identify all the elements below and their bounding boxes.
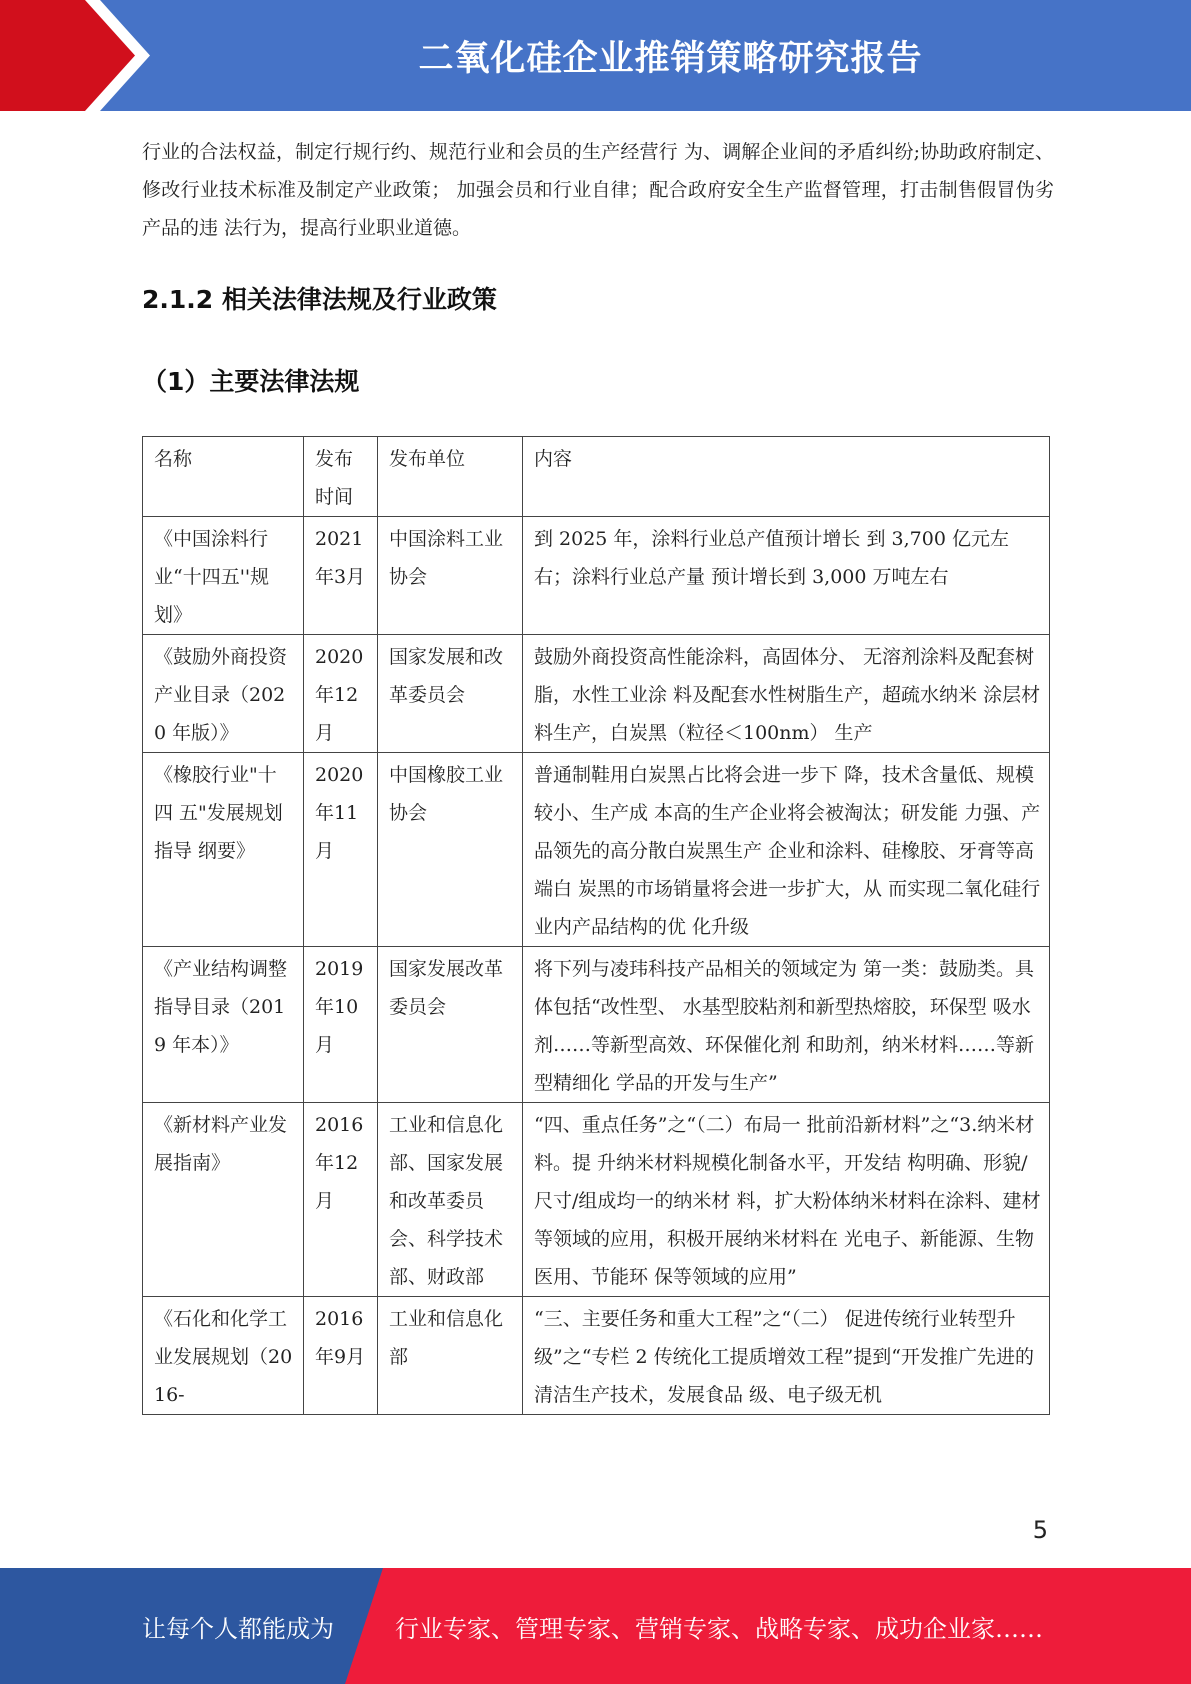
cell-date: 2021年3月 [304,517,378,635]
header-content: 内容 [523,437,1050,517]
header-date: 发布时间 [304,437,378,517]
cell-name: 《中国涂料行业“十四五''规划》 [143,517,304,635]
laws-table [142,436,1050,1415]
report-title: 二氧化硅企业推销策略研究报告 [418,38,923,79]
cell-date: 2019年10月 [304,947,378,1103]
footer-slogan-left: 让每个人都能成为 [142,1614,334,1643]
cell-content: 将下列与凌玮科技产品相关的领域定为 第一类：鼓励类。具体包括“改性型、 水基型胶粘剂和新型热熔胶，环保型 吸水剂……等新型高效、环保催化剂 和助剂，纳米材料……等新型精细化 学品的开发与生产” [523,947,1050,1103]
footer-banner [0,1568,1191,1684]
cell-date: 2016年12月 [304,1103,378,1297]
cell-issuer: 中国橡胶工业 协会 [378,753,523,947]
cell-content: 到 2025 年，涂料行业总产值预计增长 到 3,700 亿元左右；涂料行业总产量 预计增长到 3,000 万吨左右 [523,517,1050,635]
subsection-heading: （1）主要法律法规 [142,367,360,396]
intro-paragraph: 行业的合法权益，制定行规行约、规范行业和会员的生产经营行 为、调解企业间的矛盾纠纷;协助政府制定、修改行业技术标准及制定产业政策； 加强会员和行业自律；配合政府安全生产监督管理，打击制售假冒伪劣产品的违 法行为，提高行业职业道德。 [142,141,1054,239]
header-banner [0,0,1191,111]
cell-content: 普通制鞋用白炭黑占比将会进一步下 降，技术含量低、规模较小、生产成 本高的生产企业将会被淘汰；研发能 力强、产品领先的高分散白炭黑生产 企业和涂料、硅橡胶、牙膏等高端白 炭黑的市场销量将会进一步扩大，从 而实现二氧化硅行业内产品结构的优 化升级 [523,753,1050,947]
cell-issuer: 国家发展改革 委员会 [378,947,523,1103]
cell-name: 《橡胶行业"十四 五"发展规划指导 纲要》 [143,753,304,947]
cell-date: 2020年11月 [304,753,378,947]
cell-name: 《新材料产业发 展指南》 [143,1103,304,1297]
table-header-row [143,437,1050,517]
cell-issuer: 国家发展和改 革委员会 [378,635,523,753]
header-name: 名称 [143,437,304,517]
cell-date: 2020年12月 [304,635,378,753]
cell-content: “三、主要任务和重大工程”之“（二） 促进传统行业转型升级”之“专栏 2 传统化工提质增效工程”提到“开发推广先进的清洁生产技术，发展食品 级、电子级无机 [523,1297,1050,1415]
table-row [143,1297,1050,1415]
cell-name: 《鼓励外商投资 产业目录（2020 年版）》 [143,635,304,753]
table-row [143,1103,1050,1297]
cell-issuer: 工业和信息化 部、国家发展 和改革委员 会、科学技术 部、财政部 [378,1103,523,1297]
cell-content: “四、重点任务”之“（二）布局一 批前沿新材料”之“3.纳米材料。提 升纳米材料规模化制备水平，开发结 构明确、形貌/尺寸/组成均一的纳米材 料，扩大粉体纳米材料在涂料、建材 等领域的应用，积极开展纳米材料在 光电子、新能源、生物医用、节能环 保等领域的应用” [523,1103,1050,1297]
table-row [143,947,1050,1103]
table-row [143,753,1050,947]
header-issuer: 发布单位 [378,437,523,517]
cell-issuer: 中国涂料工业 协会 [378,517,523,635]
cell-content: 鼓励外商投资高性能涂料，高固体分、 无溶剂涂料及配套树脂，水性工业涂 料及配套水性树脂生产，超疏水纳米 涂层材料生产，白炭黑（粒径＜100nm） 生产 [523,635,1050,753]
footer-slogan-right: 行业专家、管理专家、营销专家、战略专家、成功企业家…… [395,1614,1043,1643]
cell-issuer: 工业和信息化 部 [378,1297,523,1415]
cell-name: 《石化和化学工 业发展规划（2016- [143,1297,304,1415]
cell-date: 2016年9月 [304,1297,378,1415]
page-number: 5 [1032,1516,1048,1544]
section-heading: 2.1.2 相关法律法规及行业政策 [142,285,497,314]
cell-name: 《产业结构调整 指导目录（2019 年本）》 [143,947,304,1103]
table-row [143,517,1050,635]
table-row [143,635,1050,753]
